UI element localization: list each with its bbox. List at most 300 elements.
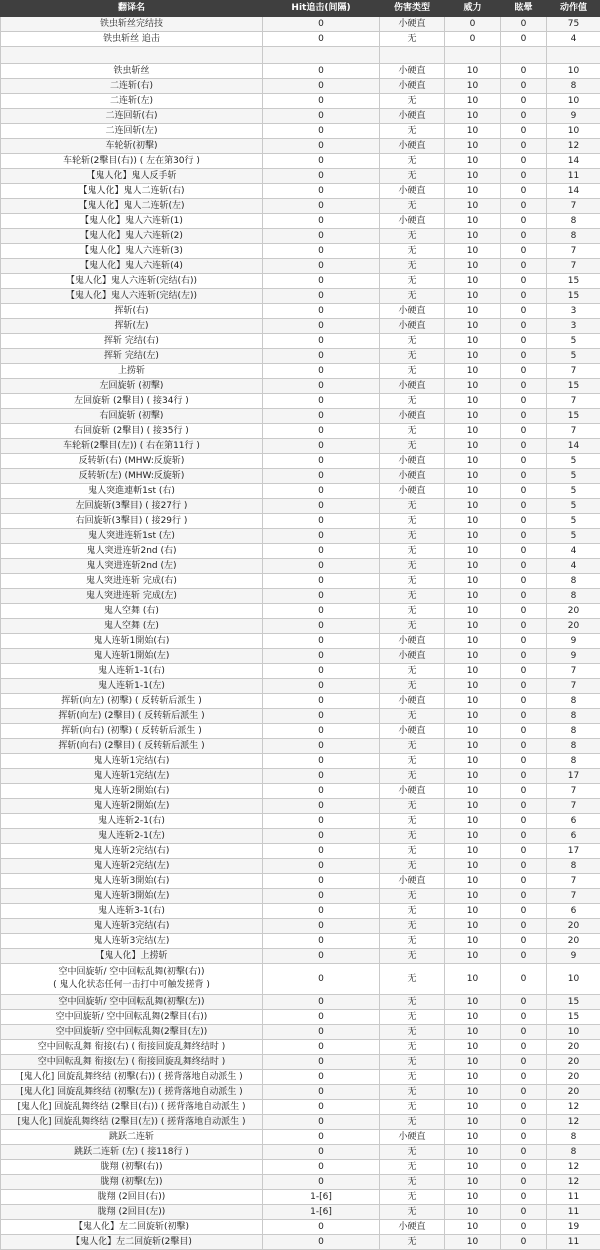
- table-row: [1, 79, 600, 94]
- cell-damage-type: 无: [380, 274, 445, 289]
- cell-stun: 0: [501, 1130, 547, 1145]
- cell-damage-type: 无: [380, 439, 445, 454]
- cell-damage-type: 小硬直: [380, 214, 445, 229]
- cell-power: 10: [445, 1085, 501, 1100]
- table-row: [1, 754, 600, 769]
- cell-damage-type: 无: [380, 94, 445, 109]
- cell-power: 10: [445, 1220, 501, 1235]
- cell-damage-type: 小硬直: [380, 634, 445, 649]
- cell-motion-value: 8: [547, 589, 600, 604]
- cell-motion-value: 7: [547, 259, 600, 274]
- cell-hit-pursuit: 0: [263, 1025, 380, 1040]
- cell-name: 空中回転乱舞 衔接(右) ( 衔接回旋乱舞终结时 ): [1, 1040, 263, 1055]
- table-row: [1, 1175, 600, 1190]
- cell-name: 【鬼人化】左二回旋斩(初擊): [1, 1220, 263, 1235]
- cell-hit-pursuit: 0: [263, 799, 380, 814]
- table-row: [1, 349, 600, 364]
- cell-motion-value: 7: [547, 199, 600, 214]
- cell-stun: 0: [501, 124, 547, 139]
- cell-name: 车轮斩(初擊): [1, 139, 263, 154]
- cell-motion-value: 4: [547, 544, 600, 559]
- cell-hit-pursuit: 0: [263, 814, 380, 829]
- cell-name: 铁虫斩丝完结技: [1, 17, 263, 32]
- cell-hit-pursuit: 0: [263, 709, 380, 724]
- cell-stun: 0: [501, 1145, 547, 1160]
- table-row: [1, 1025, 600, 1040]
- cell-power: 10: [445, 829, 501, 844]
- cell-name: 【鬼人化】鬼人六连斩(3): [1, 244, 263, 259]
- cell-stun: 0: [501, 439, 547, 454]
- cell-power: 10: [445, 1100, 501, 1115]
- cell-damage-type: 无: [380, 154, 445, 169]
- cell-hit-pursuit: 0: [263, 949, 380, 964]
- cell-stun: 0: [501, 1220, 547, 1235]
- cell-name: 上捞斩: [1, 364, 263, 379]
- cell-stun: 0: [501, 664, 547, 679]
- cell-motion-value: 5: [547, 454, 600, 469]
- cell-hit-pursuit: 0: [263, 409, 380, 424]
- cell-stun: 0: [501, 919, 547, 934]
- table-row: [1, 1100, 600, 1115]
- cell-stun: 0: [501, 964, 547, 995]
- table-row: [1, 454, 600, 469]
- cell-damage-type: 无: [380, 1190, 445, 1205]
- cell-stun: 0: [501, 109, 547, 124]
- table-row: [1, 874, 600, 889]
- cell-motion-value: 5: [547, 334, 600, 349]
- cell-motion-value: 19: [547, 1220, 600, 1235]
- cell-damage-type: 无: [380, 1010, 445, 1025]
- cell-damage-type: 小硬直: [380, 784, 445, 799]
- table-row: [1, 799, 600, 814]
- cell-stun: 0: [501, 17, 547, 32]
- cell-hit-pursuit: 1-[6]: [263, 1190, 380, 1205]
- cell-hit-pursuit: 0: [263, 349, 380, 364]
- cell-power: 10: [445, 229, 501, 244]
- cell-motion-value: 10: [547, 94, 600, 109]
- cell-motion-value: 8: [547, 724, 600, 739]
- cell-power: 10: [445, 484, 501, 499]
- cell-damage-type: 无: [380, 364, 445, 379]
- cell-stun: 0: [501, 64, 547, 79]
- cell-power: 10: [445, 184, 501, 199]
- table-row: [1, 1145, 600, 1160]
- cell-motion-value: 7: [547, 394, 600, 409]
- cell-name: 胧翔 (初擊(右)): [1, 1160, 263, 1175]
- table-row: [1, 94, 600, 109]
- table-row: [1, 424, 600, 439]
- cell-name: 【鬼人化】鬼人六连斩(完结(右)): [1, 274, 263, 289]
- cell-stun: 0: [501, 199, 547, 214]
- table-row: [1, 304, 600, 319]
- cell-motion-value: 17: [547, 844, 600, 859]
- cell-stun: 0: [501, 799, 547, 814]
- cell-motion-value: 7: [547, 799, 600, 814]
- cell-motion-value: 20: [547, 919, 600, 934]
- cell-name: 鬼人突进连斩2nd (右): [1, 544, 263, 559]
- cell-stun: 0: [501, 544, 547, 559]
- cell-name: 空中回旋斩/ 空中回転乱舞(2擊目(右)): [1, 1010, 263, 1025]
- table-row: [1, 589, 600, 604]
- cell-damage-type: 无: [380, 754, 445, 769]
- cell-motion-value: 15: [547, 274, 600, 289]
- cell-power: 10: [445, 604, 501, 619]
- table-row: [1, 409, 600, 424]
- cell-hit-pursuit: 0: [263, 844, 380, 859]
- cell-name: 反转斩(左) (MHW:反旋斩): [1, 469, 263, 484]
- cell-power: 10: [445, 439, 501, 454]
- cell-stun: 0: [501, 424, 547, 439]
- cell-name: 【鬼人化】鬼人六连斩(完结(左)): [1, 289, 263, 304]
- cell-name: 挥斩(左): [1, 319, 263, 334]
- cell-power: 10: [445, 634, 501, 649]
- cell-name: 右回旋斩 (初擊): [1, 409, 263, 424]
- cell-damage-type: 无: [380, 514, 445, 529]
- cell-stun: 0: [501, 634, 547, 649]
- cell-power: 10: [445, 529, 501, 544]
- cell-power: 10: [445, 1025, 501, 1040]
- cell-name: 鬼人连斩1-1(右): [1, 664, 263, 679]
- cell-damage-type: 无: [380, 229, 445, 244]
- table-row: [1, 274, 600, 289]
- cell-stun: 0: [501, 79, 547, 94]
- cell-power: 10: [445, 694, 501, 709]
- cell-hit-pursuit: 0: [263, 1040, 380, 1055]
- cell-name: 鬼人连斩3-1(右): [1, 904, 263, 919]
- cell-stun: 0: [501, 814, 547, 829]
- cell-hit-pursuit: 0: [263, 79, 380, 94]
- cell-damage-type: 无: [380, 1235, 445, 1250]
- cell-stun: 0: [501, 409, 547, 424]
- cell-stun: 0: [501, 649, 547, 664]
- cell-power: 10: [445, 139, 501, 154]
- cell-damage-type: 无: [380, 769, 445, 784]
- cell-power: 10: [445, 859, 501, 874]
- cell-damage-type: 无: [380, 1160, 445, 1175]
- cell-name: 【鬼人化】鬼人六连斩(2): [1, 229, 263, 244]
- cell-stun: 0: [501, 859, 547, 874]
- cell-motion-value: 7: [547, 679, 600, 694]
- cell-name: 挥斩 完结(右): [1, 334, 263, 349]
- cell-power: 10: [445, 1055, 501, 1070]
- table-row: [1, 319, 600, 334]
- cell-damage-type: 小硬直: [380, 64, 445, 79]
- cell-power: 10: [445, 154, 501, 169]
- cell-stun: 0: [501, 739, 547, 754]
- cell-stun: 0: [501, 1205, 547, 1220]
- cell-stun: 0: [501, 394, 547, 409]
- cell-power: 10: [445, 574, 501, 589]
- cell-power: 10: [445, 904, 501, 919]
- cell-stun: 0: [501, 259, 547, 274]
- cell-power: 10: [445, 124, 501, 139]
- cell-hit-pursuit: 0: [263, 424, 380, 439]
- cell-damage-type: 无: [380, 889, 445, 904]
- cell-power: 10: [445, 109, 501, 124]
- table-row: [1, 709, 600, 724]
- cell-stun: 0: [501, 469, 547, 484]
- cell-motion-value: 15: [547, 379, 600, 394]
- cell-name: 胧翔 (2回目(左)): [1, 1205, 263, 1220]
- header-motion-value: 动作值: [547, 1, 600, 17]
- cell-motion-value: 20: [547, 1055, 600, 1070]
- cell-hit-pursuit: 0: [263, 214, 380, 229]
- cell-damage-type: 小硬直: [380, 79, 445, 94]
- cell-power: 10: [445, 379, 501, 394]
- cell-name: 鬼人突进连斩 完成(右): [1, 574, 263, 589]
- cell-hit-pursuit: 0: [263, 739, 380, 754]
- cell-motion-value: 10: [547, 64, 600, 79]
- cell-hit-pursuit: 0: [263, 995, 380, 1010]
- cell-damage-type: 无: [380, 949, 445, 964]
- table-row: [1, 514, 600, 529]
- cell-motion-value: 12: [547, 139, 600, 154]
- cell-name: 鬼人突進連斬1st (右): [1, 484, 263, 499]
- table-row: [1, 904, 600, 919]
- cell-motion-value: 12: [547, 1160, 600, 1175]
- cell-damage-type: 小硬直: [380, 724, 445, 739]
- cell-stun: 0: [501, 769, 547, 784]
- cell-motion-value: 12: [547, 1175, 600, 1190]
- cell-damage-type: 无: [380, 1040, 445, 1055]
- cell-stun: 0: [501, 1160, 547, 1175]
- header-row: [1, 1, 600, 17]
- table-row: [1, 529, 600, 544]
- cell-hit-pursuit: 0: [263, 199, 380, 214]
- cell-motion-value: 9: [547, 109, 600, 124]
- cell-damage-type: 无: [380, 619, 445, 634]
- cell-hit-pursuit: 0: [263, 514, 380, 529]
- cell-stun: 0: [501, 304, 547, 319]
- cell-power: 10: [445, 1205, 501, 1220]
- table-row: [1, 679, 600, 694]
- cell-damage-type: 无: [380, 739, 445, 754]
- cell-motion-value: 10: [547, 964, 600, 995]
- cell-damage-type: 无: [380, 829, 445, 844]
- cell-motion-value: 4: [547, 559, 600, 574]
- cell-hit-pursuit: 0: [263, 1055, 380, 1070]
- cell-power: 10: [445, 919, 501, 934]
- cell-power: 10: [445, 934, 501, 949]
- cell-name: 左回旋斩 (2擊目) ( 接34行 ): [1, 394, 263, 409]
- cell-power: 10: [445, 454, 501, 469]
- cell-hit-pursuit: 0: [263, 529, 380, 544]
- cell-damage-type: 无: [380, 394, 445, 409]
- cell-damage-type: 无: [380, 289, 445, 304]
- cell-stun: 0: [501, 1100, 547, 1115]
- cell-stun: 0: [501, 139, 547, 154]
- cell-power: 10: [445, 1175, 501, 1190]
- cell-name: 二连斩(左): [1, 94, 263, 109]
- cell-damage-type: 小硬直: [380, 139, 445, 154]
- cell-damage-type: 无: [380, 499, 445, 514]
- cell-name: 右回旋斩(3擊目) ( 接29行 ): [1, 514, 263, 529]
- cell-motion-value: 8: [547, 1130, 600, 1145]
- cell-stun: 0: [501, 1235, 547, 1250]
- cell-hit-pursuit: 0: [263, 1130, 380, 1145]
- table-row: [1, 124, 600, 139]
- table-row: [1, 995, 600, 1010]
- cell-name: [鬼人化] 回旋乱舞终结 (初擊(左)) ( 搓背落地自动派生 ): [1, 1085, 263, 1100]
- cell-hit-pursuit: 0: [263, 334, 380, 349]
- table-body: [1, 17, 600, 1250]
- cell-name: 空中回転乱舞 衔接(左) ( 衔接回旋乱舞终结时 ): [1, 1055, 263, 1070]
- cell-damage-type: 无: [380, 1055, 445, 1070]
- table-row: [1, 739, 600, 754]
- cell-power: 10: [445, 799, 501, 814]
- cell-hit-pursuit: 0: [263, 229, 380, 244]
- cell-power: [445, 47, 501, 64]
- cell-stun: 0: [501, 679, 547, 694]
- table-row: [1, 1040, 600, 1055]
- cell-stun: 0: [501, 364, 547, 379]
- cell-stun: 0: [501, 499, 547, 514]
- table-row: [1, 139, 600, 154]
- cell-stun: 0: [501, 214, 547, 229]
- cell-hit-pursuit: 0: [263, 439, 380, 454]
- table-row: [1, 829, 600, 844]
- cell-damage-type: [380, 47, 445, 64]
- cell-stun: 0: [501, 334, 547, 349]
- table-row: [1, 214, 600, 229]
- cell-power: 10: [445, 169, 501, 184]
- cell-stun: 0: [501, 1025, 547, 1040]
- cell-damage-type: 无: [380, 799, 445, 814]
- cell-power: 10: [445, 1130, 501, 1145]
- cell-name: 跳跃二连斩 (左) ( 接118行 ): [1, 1145, 263, 1160]
- cell-name: 鬼人连斩1完结(左): [1, 769, 263, 784]
- cell-power: 10: [445, 964, 501, 995]
- cell-stun: 0: [501, 709, 547, 724]
- cell-name: 鬼人连斩2完结(右): [1, 844, 263, 859]
- cell-stun: 0: [501, 889, 547, 904]
- cell-damage-type: 无: [380, 1115, 445, 1130]
- table-row: [1, 154, 600, 169]
- cell-motion-value: 15: [547, 409, 600, 424]
- table-row: [1, 184, 600, 199]
- cell-power: 10: [445, 709, 501, 724]
- cell-name: 二连斩(右): [1, 79, 263, 94]
- cell-hit-pursuit: 0: [263, 484, 380, 499]
- cell-power: 10: [445, 949, 501, 964]
- cell-hit-pursuit: 0: [263, 64, 380, 79]
- cell-name: [1, 47, 263, 64]
- cell-power: 10: [445, 1160, 501, 1175]
- cell-damage-type: 无: [380, 1085, 445, 1100]
- cell-name: 空中回旋斩/ 空中回転乱舞(初擊(右)) ( 鬼人化状态任何一击打中可触发搓背 ): [1, 964, 263, 995]
- cell-name: 【鬼人化】鬼人六连斩(4): [1, 259, 263, 274]
- cell-hit-pursuit: 0: [263, 649, 380, 664]
- cell-hit-pursuit: 0: [263, 874, 380, 889]
- cell-hit-pursuit: 0: [263, 964, 380, 995]
- cell-power: 10: [445, 1040, 501, 1055]
- cell-stun: 0: [501, 229, 547, 244]
- cell-name: 【鬼人化】左二回旋斩(2擊目): [1, 1235, 263, 1250]
- table-row: [1, 724, 600, 739]
- cell-hit-pursuit: 0: [263, 32, 380, 47]
- cell-damage-type: 无: [380, 1070, 445, 1085]
- table-row: [1, 619, 600, 634]
- cell-stun: 0: [501, 589, 547, 604]
- cell-motion-value: 15: [547, 1010, 600, 1025]
- cell-damage-type: 小硬直: [380, 649, 445, 664]
- cell-name: 【鬼人化】鬼人六连斩(1): [1, 214, 263, 229]
- table-row: [1, 784, 600, 799]
- cell-power: 10: [445, 349, 501, 364]
- cell-stun: 0: [501, 784, 547, 799]
- cell-stun: 0: [501, 184, 547, 199]
- cell-motion-value: 8: [547, 1145, 600, 1160]
- cell-damage-type: 无: [380, 1175, 445, 1190]
- cell-motion-value: 10: [547, 1025, 600, 1040]
- cell-hit-pursuit: 0: [263, 154, 380, 169]
- cell-hit-pursuit: 0: [263, 1010, 380, 1025]
- cell-power: 10: [445, 334, 501, 349]
- cell-name: 二连回斩(左): [1, 124, 263, 139]
- cell-hit-pursuit: 0: [263, 1115, 380, 1130]
- cell-power: 10: [445, 244, 501, 259]
- cell-motion-value: 7: [547, 784, 600, 799]
- cell-name: 右回旋斩 (2擊目) ( 接35行 ): [1, 424, 263, 439]
- cell-damage-type: 小硬直: [380, 379, 445, 394]
- table-row: [1, 1235, 600, 1250]
- cell-damage-type: 无: [380, 844, 445, 859]
- cell-power: 10: [445, 769, 501, 784]
- cell-motion-value: 6: [547, 904, 600, 919]
- table-row: [1, 1205, 600, 1220]
- cell-stun: 0: [501, 244, 547, 259]
- cell-name: 二连回斩(右): [1, 109, 263, 124]
- cell-motion-value: 7: [547, 889, 600, 904]
- cell-hit-pursuit: 0: [263, 1160, 380, 1175]
- cell-motion-value: 15: [547, 995, 600, 1010]
- cell-name: 挥斩(右): [1, 304, 263, 319]
- cell-damage-type: 小硬直: [380, 694, 445, 709]
- cell-motion-value: 8: [547, 574, 600, 589]
- cell-damage-type: 无: [380, 334, 445, 349]
- cell-stun: 0: [501, 904, 547, 919]
- cell-stun: 0: [501, 1040, 547, 1055]
- cell-name: 挥斩(向左) (2擊目) ( 反转斩后派生 ): [1, 709, 263, 724]
- cell-damage-type: 无: [380, 859, 445, 874]
- cell-hit-pursuit: 0: [263, 664, 380, 679]
- cell-power: 10: [445, 844, 501, 859]
- cell-stun: 0: [501, 32, 547, 47]
- cell-hit-pursuit: 0: [263, 184, 380, 199]
- cell-damage-type: 无: [380, 919, 445, 934]
- cell-damage-type: 小硬直: [380, 484, 445, 499]
- cell-power: 10: [445, 589, 501, 604]
- cell-stun: 0: [501, 529, 547, 544]
- cell-power: 10: [445, 199, 501, 214]
- cell-name: 挥斩(向右) (2擊目) ( 反转斩后派生 ): [1, 739, 263, 754]
- cell-stun: 0: [501, 1175, 547, 1190]
- cell-power: 10: [445, 679, 501, 694]
- cell-name: 鬼人连斩2完结(左): [1, 859, 263, 874]
- cell-damage-type: 小硬直: [380, 469, 445, 484]
- cell-motion-value: 4: [547, 32, 600, 47]
- table-row: [1, 634, 600, 649]
- cell-hit-pursuit: 0: [263, 544, 380, 559]
- cell-hit-pursuit: 0: [263, 454, 380, 469]
- cell-motion-value: 11: [547, 169, 600, 184]
- cell-stun: 0: [501, 934, 547, 949]
- cell-motion-value: 7: [547, 364, 600, 379]
- cell-damage-type: 无: [380, 1025, 445, 1040]
- cell-damage-type: 无: [380, 1205, 445, 1220]
- cell-motion-value: 9: [547, 949, 600, 964]
- cell-motion-value: 8: [547, 754, 600, 769]
